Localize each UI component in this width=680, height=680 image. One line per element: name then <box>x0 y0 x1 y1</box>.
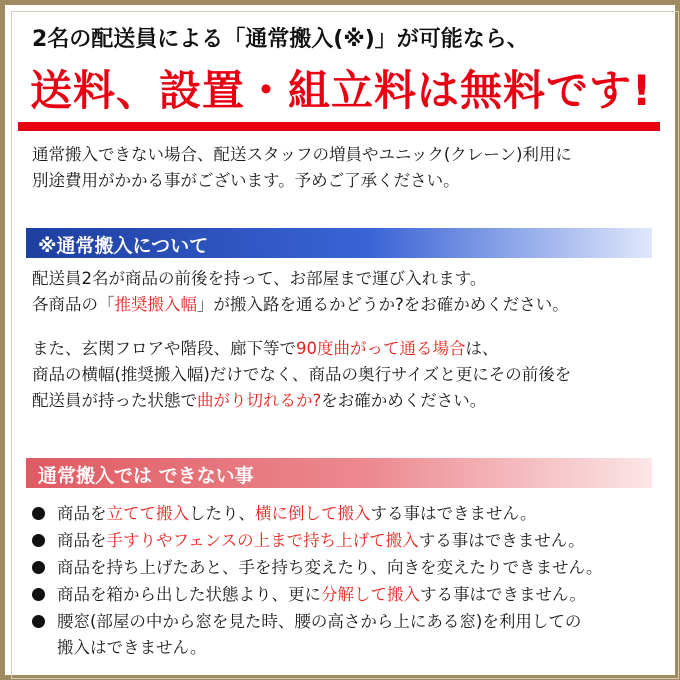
headline: 送料、設置・組立料は無料です! <box>30 66 653 115</box>
bullet-item: 商品を立てて搬入したり、横に倒して搬入する事はできません。 <box>32 500 537 524</box>
turn-90-highlight: 90度曲がって通る場合 <box>296 339 466 358</box>
section-header-normal-delivery: ※通常搬入について <box>26 228 652 258</box>
bullet-dot-icon <box>32 507 45 520</box>
bullet-dot-icon <box>32 588 45 601</box>
section-header-not-possible: 通常搬入では できない事 <box>26 458 652 488</box>
bullet-dot-icon <box>32 561 45 574</box>
bullet-item: 商品を手すりやフェンスの上まで持ち上げて搬入する事はできません。 <box>32 527 585 551</box>
note-line-2: 別途費用がかかる事がございます。予めご了承ください。 <box>32 171 460 190</box>
headline-underline <box>18 122 660 131</box>
can-turn-highlight: 曲がり切れるか? <box>197 391 322 410</box>
bullet-item: 腰窓(部屋の中から窓を見た時、腰の高さから上にある窓)を利用しての <box>32 608 581 632</box>
intro-line: 2名の配送員による「通常搬入(※)」が可能なら、 <box>32 27 529 52</box>
bullet-item: 商品を箱から出した状態より、更に分解して搬入する事はできません。 <box>32 581 586 605</box>
bullet-item-continuation: 搬入はできません。 <box>57 638 207 657</box>
note-line-1: 通常搬入できない場合、配送スタッフの増員やユニック(クレーン)利用に <box>32 145 572 164</box>
bullet-dot-icon <box>32 534 45 547</box>
section1-p2-line1: また、玄関フロアや階段、廊下等で90度曲がって通る場合は、 <box>32 339 499 358</box>
section1-p2-line3: 配送員が持った状態で曲がり切れるか?をお確かめください。 <box>32 391 487 410</box>
section1-p2-line2: 商品の横幅(推奨搬入幅)だけでなく、商品の奥行サイズと更にその前後を <box>32 365 572 384</box>
recommended-width-highlight: 推奨搬入幅 <box>114 295 197 314</box>
section1-p1-line1: 配送員2名が商品の前後を持って、お部屋まで運び入れます。 <box>32 269 487 288</box>
section1-p1-line2: 各商品の「推奨搬入幅」が搬入路を通るかどうか?をお確かめください。 <box>32 295 569 314</box>
bullet-dot-icon <box>32 615 45 628</box>
bullet-item: 商品を持ち上げたあと、手を持ち変えたり、向きを変えたりできません。 <box>32 554 603 578</box>
